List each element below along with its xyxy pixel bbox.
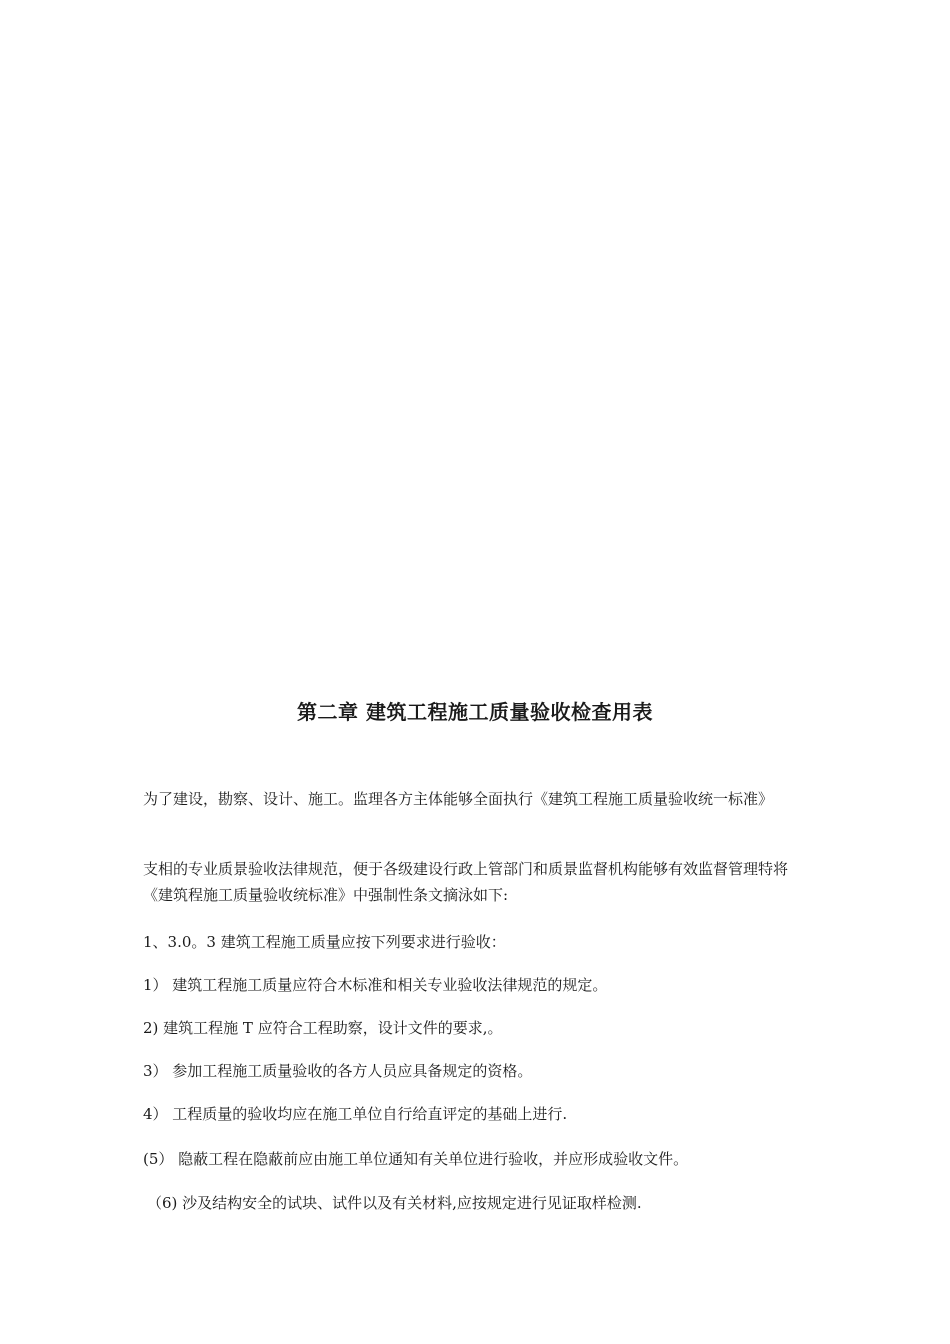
chapter-title: 第二章 建筑工程施工质量验收检查用表 [297,700,653,724]
clause-item-4: 4） 工程质量的验收均应在施工单位自行给直评定的基础上进行. [143,1105,568,1123]
clause-item-6: （6) 沙及结构安全的试块、试件以及有关材料,应按规定进行见证取样检测. [147,1194,642,1212]
regulation-paragraph: 支相的专业质景验收法律规范，便于各级建设行政上管部门和质景监督机构能够有效监督管理特将《建筑程施工质量验收统标准》中强制性条文摘泳如下: [143,860,789,904]
clause-item-3: 3） 参加工程施工质量验收的各方人员应具备规定的资格。 [143,1062,533,1080]
clause-item-1: 1） 建筑工程施工质量应符合木标准和相关专业验收法律规范的规定。 [143,976,608,994]
clause-item-5: (5） 隐蔽工程在隐蔽前应由施工单位通知有关单位进行验收，并应形成验收文件。 [143,1150,689,1168]
intro-paragraph: 为了建设，勘察、设计、施工。监理各方主体能够全面执行《建筑工程施工质量验收统一标准》 [143,790,774,808]
clause-heading: 1、3.0。3 建筑工程施工质量应按下列要求进行验收： [143,933,506,951]
clause-item-2: 2) 建筑工程施 T 应符合工程助察，设计文件的要求,。 [143,1019,503,1037]
